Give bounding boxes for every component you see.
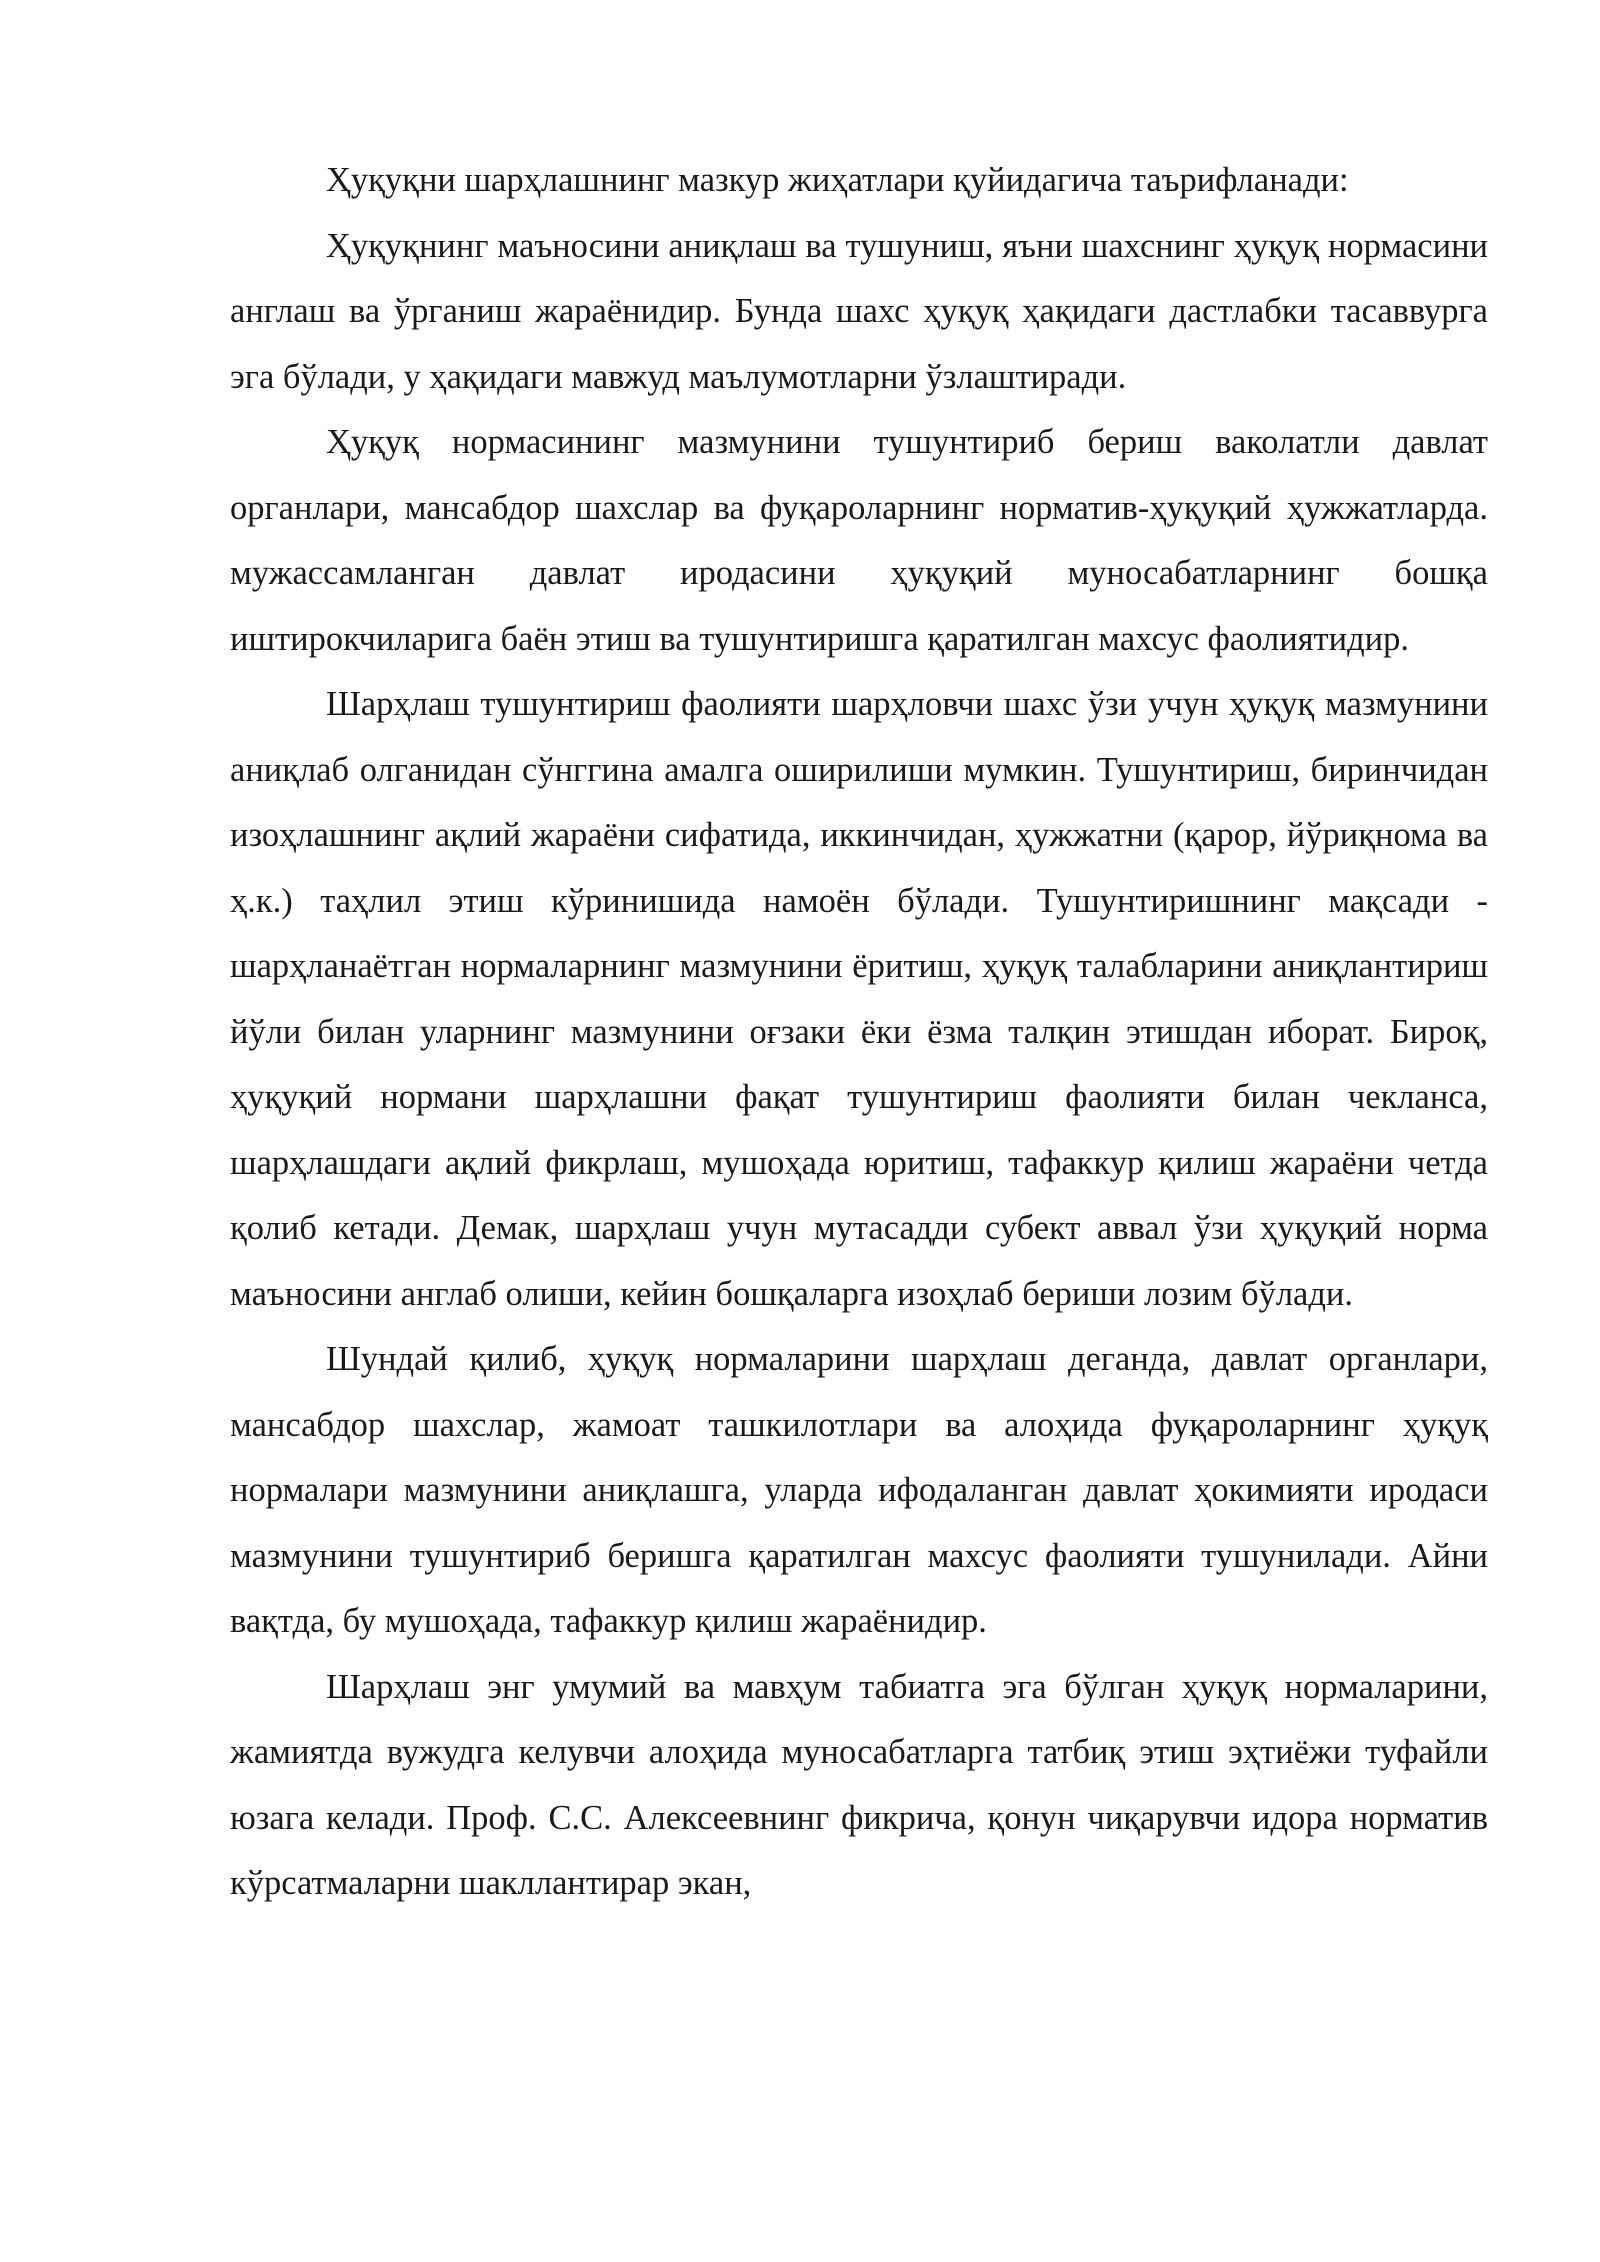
paragraph-3: Ҳуқуқ нормасининг мазмунини тушунтириб бериш ваколатли давлат органлари, мансабдор шахслар ва фуқароларнинг норматив-ҳуқуқий ҳужжатларда. мужассамланган давлат иродасини ҳуқуқий муносабатларнинг бошқа иштирокчиларига баён этиш ва тушунтиришга қаратилган махсус фаолиятидир. [230,423,1488,658]
document-body [230,148,1488,1917]
paragraph-5: Шундай қилиб, ҳуқуқ нормаларини шарҳлаш деганда, давлат органлари, мансабдор шахслар, жамоат ташкилотлари ва алоҳида фуқароларнинг ҳуқуқ нормалари мазмунини аниқлашга, уларда ифодаланган давлат ҳокимияти иродаси мазмунини тушунтириб беришга қаратилган махсус фаолияти тушунилади. Айни вақтда, бу мушоҳада, тафаккур қилиш жараёнидир. [230,1340,1488,1640]
paragraph-6: Шарҳлаш энг умумий ва мавҳум табиатга эга бўлган ҳуқуқ нормаларини, жамиятда вужудга келувчи алоҳида муносабатларга татбиқ этиш эҳтиёжи туфайли юзага келади. Проф. С.С. Алексеевнинг фикрича, қонун чиқарувчи идора норматив кўрсатмаларни шакллантирар экан, [230,1667,1488,1902]
paragraph-1: Ҳуқуқни шарҳлашнинг мазкур жиҳатлари қуйидагича таърифланади: [326,161,1349,199]
paragraph-4: Шарҳлаш тушунтириш фаолияти шарҳловчи шахс ўзи учун ҳуқуқ мазмунини аниқлаб олганидан сўнггина амалга оширилиши мумкин. Тушунтириш, биринчидан изоҳлашнинг ақлий жараёни сифатида, иккинчидан, ҳужжатни (қарор, йўриқнома ва ҳ.к.) таҳлил этиш кўринишида намоён бўлади. Тушунтиришнинг мақсади - шарҳланаётган нормаларнинг мазмунини ёритиш, ҳуқуқ талабларини аниқлантириш йўли билан уларнинг мазмунини оғзаки ёки ёзма талқин этишдан иборат. Бироқ, ҳуқуқий нормани шарҳлашни фақат тушунтириш фаолияти билан чекланса, шарҳлашдаги ақлий фикрлаш, мушоҳада юритиш, тафаккур қилиш жараёни четда қолиб кетади. Демак, шарҳлаш учун мутасадди субект аввал ўзи ҳуқуқий норма маъносини англаб олиши, кейин бошқаларга изоҳлаб бериши лозим бўлади. [230,685,1488,1313]
paragraph-2: Ҳуқуқнинг маъносини аниқлаш ва тушуниш, яъни шахснинг ҳуқуқ нормасини англаш ва ўрганиш жараёнидир. Бунда шахс ҳуқуқ ҳақидаги дастлабки тасаввурга эга бўлади, у ҳақидаги мавжуд маълумотларни ўзлаштиради. [230,226,1488,396]
